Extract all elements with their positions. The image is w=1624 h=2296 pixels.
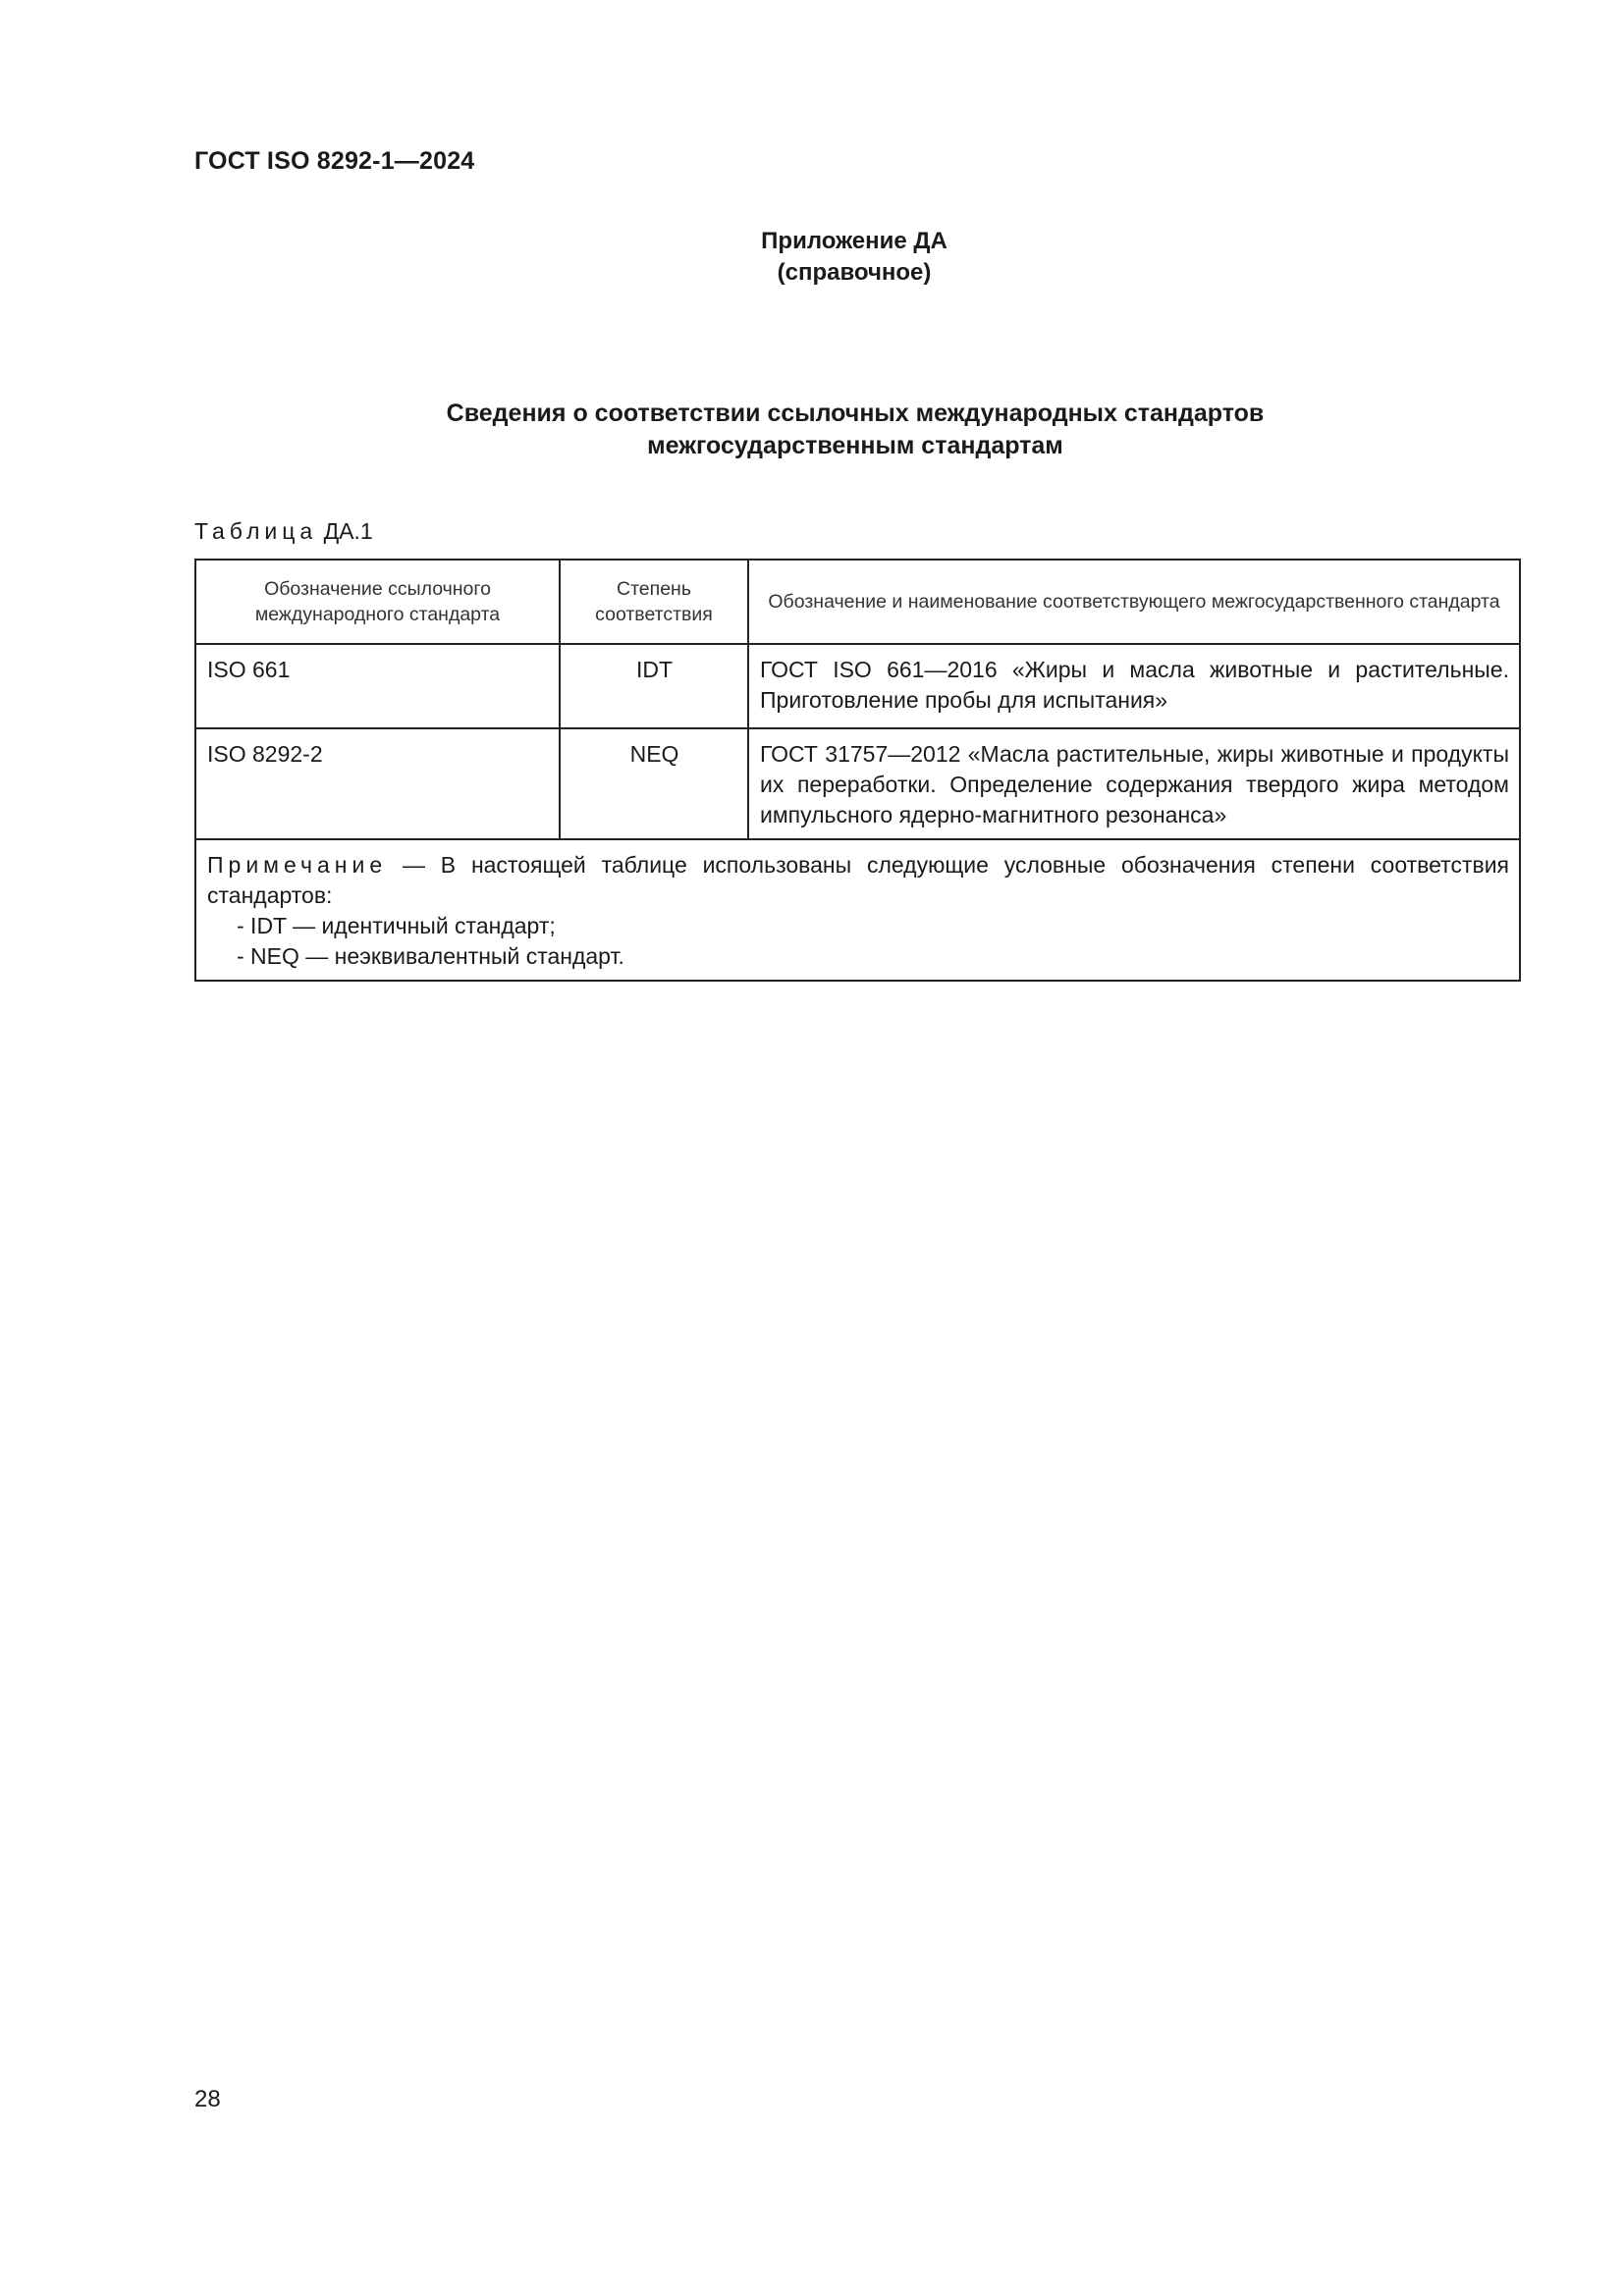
note-label: Примечание xyxy=(207,852,388,878)
section-title-line-2: межгосударственным стандартам xyxy=(647,432,1063,459)
section-title-line-1: Сведения о соответствии ссылочных международных стандартов xyxy=(446,400,1265,427)
table-note xyxy=(195,839,1520,981)
table-note-row xyxy=(195,839,1520,981)
table-caption xyxy=(194,518,373,545)
header-interstate-standard: Обозначение и наименование соответствующего межгосударственного стандарта xyxy=(748,560,1520,644)
table-caption-word: Таблица xyxy=(194,518,318,544)
cell-interstate-standard: ГОСТ ISO 661—2016 «Жиры и масла животные и растительные. Приготовление пробы для испытания» xyxy=(748,644,1520,728)
document-code: ГОСТ ISO 8292-1—2024 xyxy=(194,147,475,175)
header-ref-standard: Обозначение ссылочного международного стандарта xyxy=(195,560,560,644)
note-item-neq: - NEQ — неэквивалентный стандарт. xyxy=(237,943,624,969)
appendix-heading xyxy=(0,226,1624,289)
table-caption-number: ДА.1 xyxy=(323,518,373,544)
conformity-table xyxy=(194,559,1521,982)
table-row xyxy=(195,644,1520,728)
appendix-title: Приложение ДА xyxy=(761,228,947,254)
table-row xyxy=(195,728,1520,839)
note-text: — В настоящей таблице использованы следующие условные обозначения степени соответствия стандартов: xyxy=(207,852,1509,908)
note-item-idt: - IDT — идентичный стандарт; xyxy=(237,913,556,938)
cell-degree: NEQ xyxy=(560,728,748,839)
cell-ref-standard: ISO 661 xyxy=(195,644,560,728)
section-title xyxy=(194,398,1516,462)
page-number: 28 xyxy=(194,2086,221,2112)
appendix-type: (справочное) xyxy=(777,259,932,286)
cell-ref-standard: ISO 8292-2 xyxy=(195,728,560,839)
table-header-row xyxy=(195,560,1520,644)
cell-interstate-standard: ГОСТ 31757—2012 «Масла растительные, жиры животные и продукты их переработки. Определение содержания твердого жира методом импульсного ядерно-магнитного резонанса» xyxy=(748,728,1520,839)
header-degree: Степень соответствия xyxy=(560,560,748,644)
cell-degree: IDT xyxy=(560,644,748,728)
